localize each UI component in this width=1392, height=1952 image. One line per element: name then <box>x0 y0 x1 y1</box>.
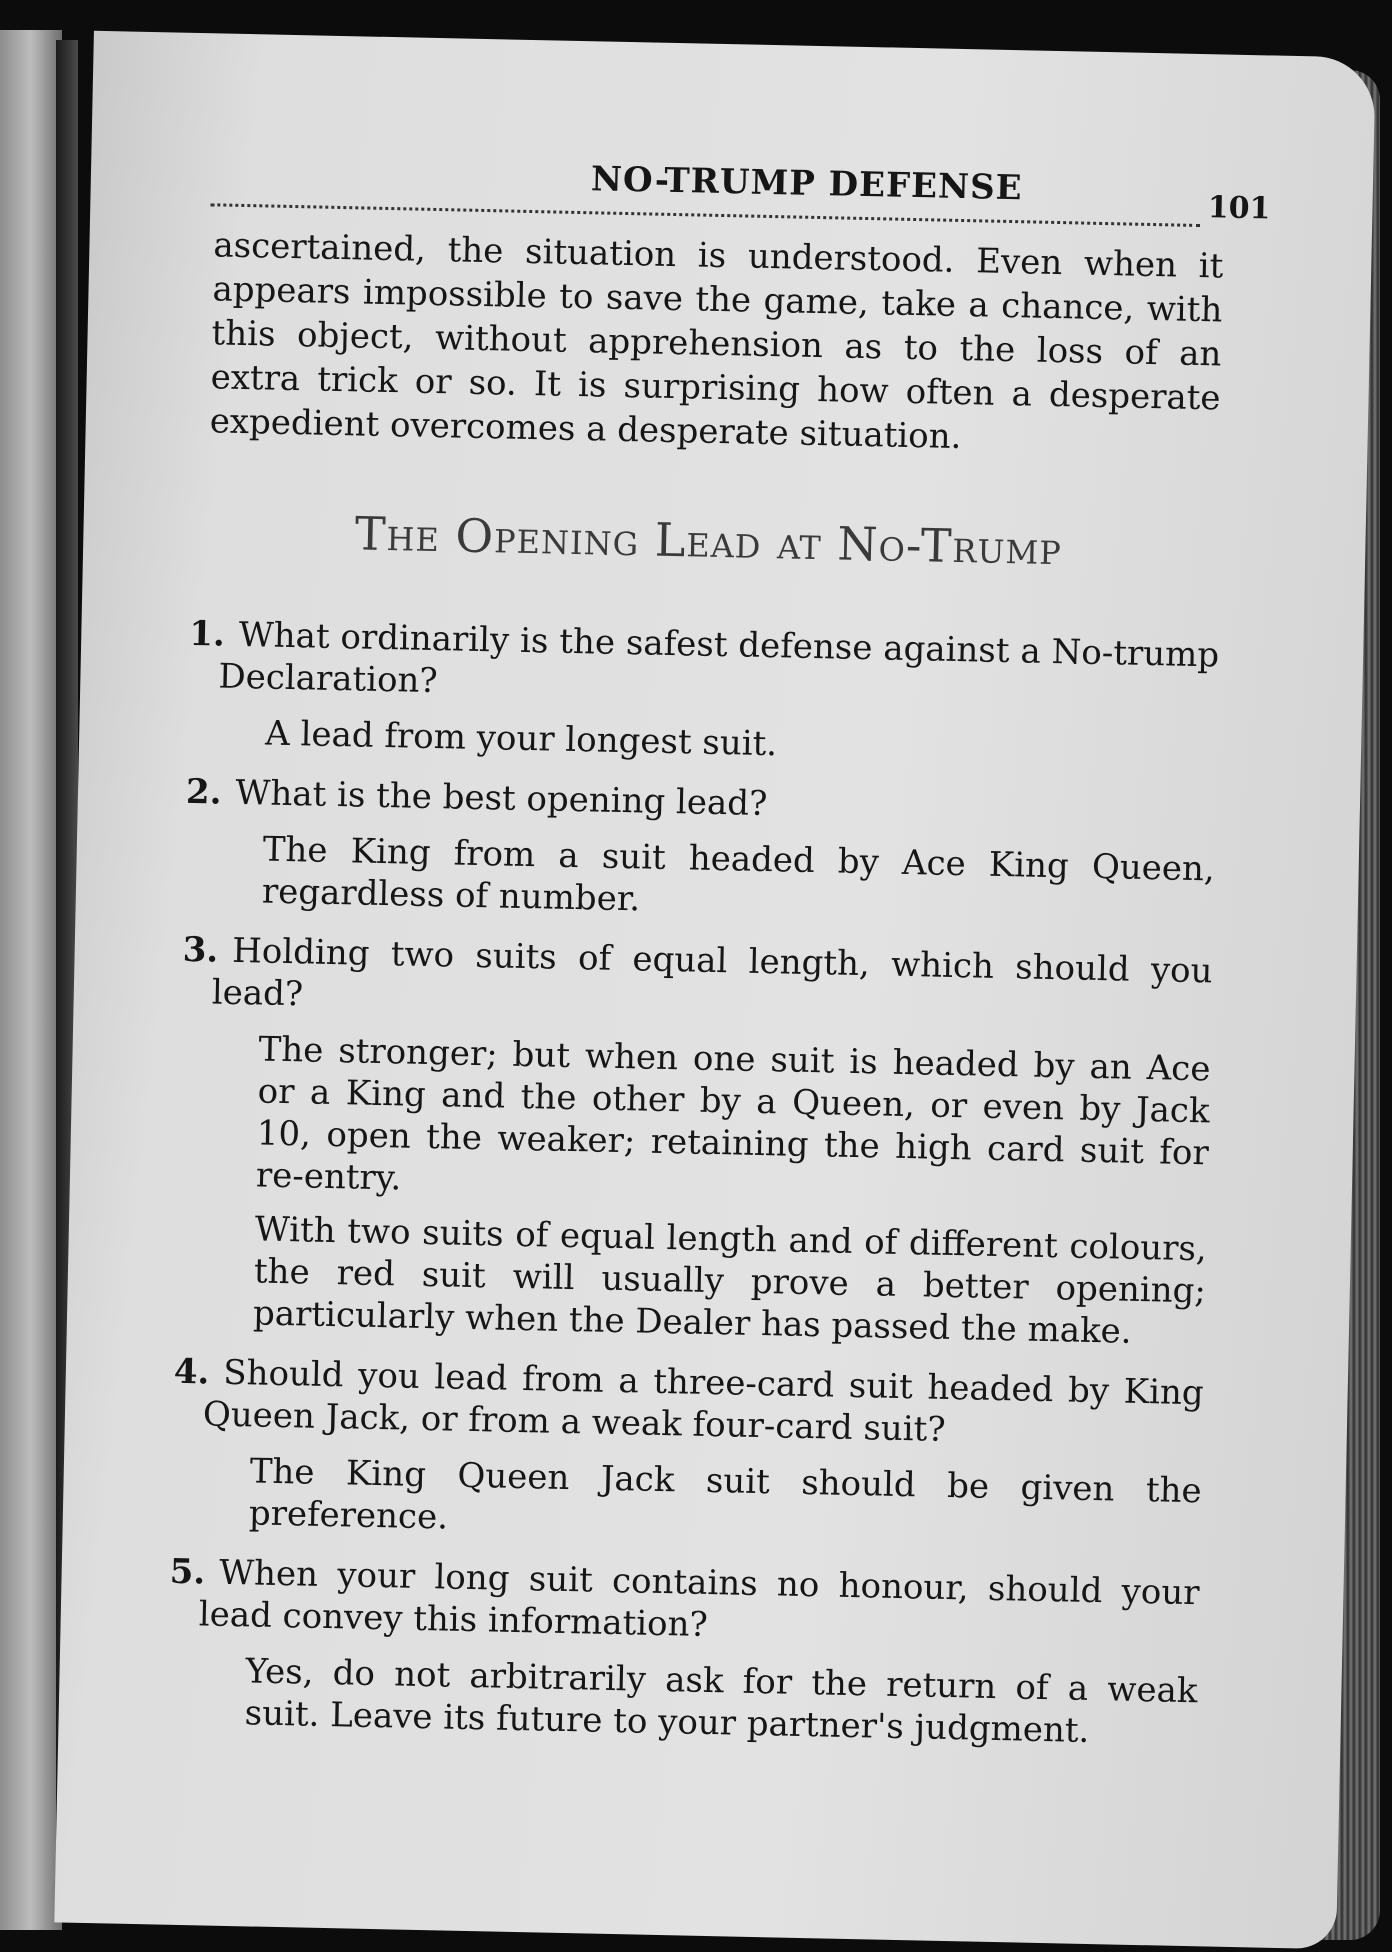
previous-page-edge <box>0 30 62 1930</box>
page-number: 101 <box>1207 190 1271 227</box>
qa-list <box>166 613 1220 1772</box>
book-page <box>54 31 1375 1949</box>
answer: The King from a suit headed by Ace King Queen, regardless of number. <box>261 829 1216 920</box>
running-title: NO-TRUMP DEFENSE <box>590 159 1023 209</box>
question-number: 2. <box>185 771 222 813</box>
qa-item-4 <box>171 1351 1205 1555</box>
qa-item-5 <box>166 1551 1200 1755</box>
question-number: 1. <box>188 613 226 655</box>
answer: Yes, do not arbitrarily ask for the return of a weak suit. Leave its future to your partner's judgment. <box>244 1651 1198 1751</box>
qa-item-2 <box>184 771 1217 933</box>
answer: The stronger; but when one suit is headed by an Ace or a King and the other by a Queen, or even by Jack 10, open the weaker; retaining the high card suit for re-entry. <box>255 1029 1211 1199</box>
section-heading: The Opening Lead at No-Trump <box>354 506 1063 576</box>
question <box>173 1351 1205 1457</box>
answer: A lead from your longest suit. <box>264 713 778 765</box>
question-text: When your long suit contains no honour, should your lead convey this information? <box>198 1552 1200 1645</box>
question-text: What ordinarily is the safest defense against a No-trump Declaration? <box>218 614 1220 702</box>
question-number: 5. <box>169 1551 206 1593</box>
question-text: Should you lead from a three-card suit headed by King Queen Jack, or from a weak four-card suit? <box>202 1352 1205 1450</box>
qa-item-1 <box>187 613 1220 775</box>
running-header <box>210 151 1271 233</box>
question-number: 4. <box>173 1351 210 1393</box>
qa-item-3 <box>175 929 1213 1354</box>
answer: With two suits of equal length and of different colours, the red suit will usually prove a better opening; particularly when the Dealer has passed the make. <box>252 1209 1208 1352</box>
question <box>168 1551 1200 1657</box>
question-number: 3. <box>182 929 219 971</box>
header-rule <box>210 203 1200 227</box>
question <box>188 613 1220 719</box>
question <box>181 929 1213 1035</box>
question-text: Holding two suits of equal length, which should you lead? <box>211 930 1213 1015</box>
answer: The King Queen Jack suit should be given the preference. <box>248 1451 1203 1538</box>
question-text: What is the best opening lead? <box>235 772 768 825</box>
question <box>186 771 1217 835</box>
intro-paragraph: ascertained, the situation is understood. Even when it appears impossible to save the game, take a chance, with this object, without apprehension as to the loss of an extra trick or so. It is surprising how often a desperate expedient overcomes a desperate situation. <box>209 225 1224 458</box>
